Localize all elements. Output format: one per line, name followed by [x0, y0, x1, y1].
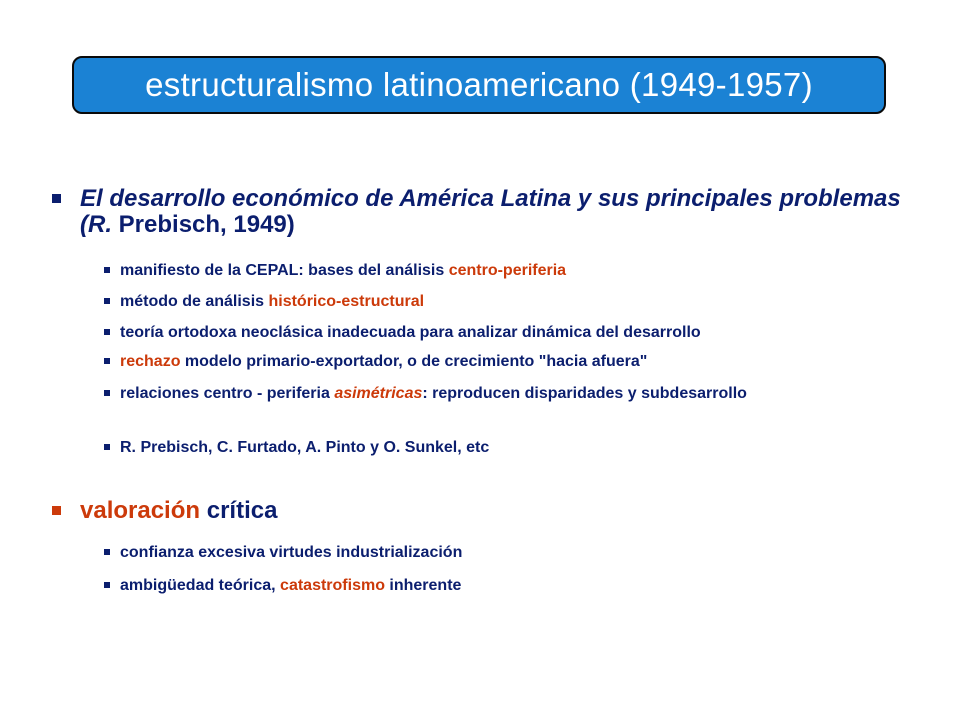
item-highlight: catastrofismo	[280, 577, 385, 594]
section1-heading	[52, 186, 912, 238]
section1-heading-plain: Prebisch, 1949)	[112, 211, 295, 238]
list-item	[104, 324, 904, 341]
square-bullet-icon	[104, 267, 110, 273]
square-bullet-icon	[52, 194, 61, 203]
square-bullet-icon	[104, 390, 110, 396]
square-bullet-icon	[52, 506, 61, 515]
item-highlight: histórico-estructural	[268, 293, 425, 310]
item-highlight: rechazo	[120, 353, 181, 370]
list-item	[104, 385, 824, 402]
list-item	[104, 544, 904, 561]
list-item	[104, 353, 904, 370]
title-banner	[72, 56, 886, 114]
list-item	[104, 262, 904, 279]
item-text: inherente	[384, 577, 462, 594]
section2-heading-rest: crítica	[200, 497, 278, 524]
item-text: confianza excesiva virtudes industrialización	[120, 544, 463, 561]
item-highlight: centro-periferia	[448, 262, 567, 279]
item-text: manifiesto de la CEPAL: bases del análisis	[120, 262, 449, 279]
item-text: modelo primario-exportador, o de crecimiento "hacia afuera"	[180, 353, 648, 370]
item-text: teoría ortodoxa neoclásica inadecuada para analizar dinámica del desarrollo	[120, 324, 701, 341]
square-bullet-icon	[104, 329, 110, 335]
section2-heading-red: valoración	[80, 497, 201, 524]
list-item	[104, 293, 904, 310]
item-text: R. Prebisch, C. Furtado, A. Pinto y O. Sunkel, etc	[120, 439, 490, 456]
square-bullet-icon	[104, 298, 110, 304]
item-text: ambigüedad teórica,	[120, 577, 281, 594]
list-item	[104, 577, 904, 594]
slide-title: estructuralismo latinoamericano (1949-1957)	[145, 66, 813, 103]
square-bullet-icon	[104, 582, 110, 588]
section2-heading	[52, 498, 912, 524]
item-text: método de análisis	[120, 293, 269, 310]
item-highlight: asimétricas	[334, 385, 423, 402]
item-text: relaciones centro - periferia	[120, 385, 335, 402]
item-text: : reproducen disparidades y subdesarrollo	[422, 385, 747, 402]
list-item	[104, 439, 904, 456]
section1-heading-italic: El desarrollo económico de América Latina y sus principales problemas (R.	[80, 185, 901, 238]
square-bullet-icon	[104, 358, 110, 364]
square-bullet-icon	[104, 444, 110, 450]
square-bullet-icon	[104, 549, 110, 555]
